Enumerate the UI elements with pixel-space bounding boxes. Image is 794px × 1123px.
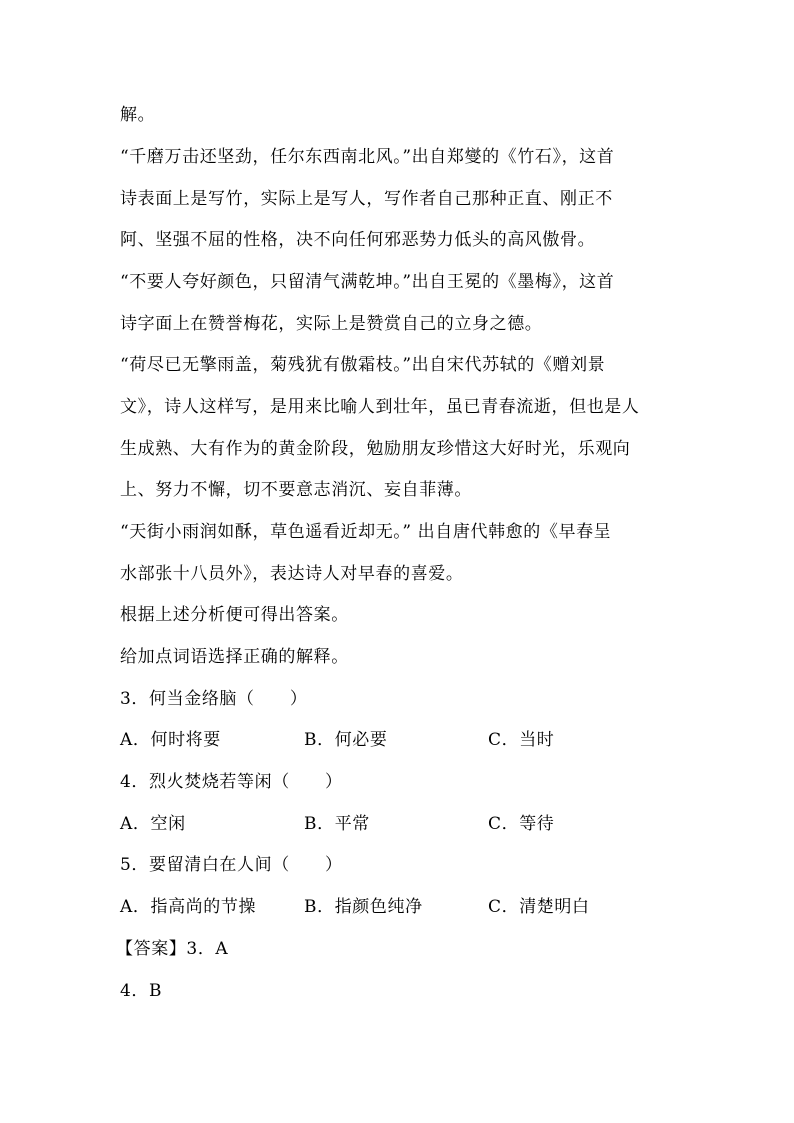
analysis-line: 文》，诗人这样写，是用来比喻人到壮年，虽已青春流逝，但也是人 <box>120 397 640 417</box>
option-a: A．空闲 <box>120 814 186 834</box>
answer-line: 4．B <box>120 981 163 1001</box>
analysis-line: 阿、坚强不屈的性格，决不向任何邪恶势力低头的高风傲骨。 <box>120 230 596 250</box>
question-stem: 5．要留清白在人间（ ） <box>120 855 343 875</box>
analysis-line: 诗字面上在赞誉梅花，实际上是赞赏自己的立身之德。 <box>120 314 543 334</box>
analysis-line: 上、努力不懈，切不要意志消沉、妄自菲薄。 <box>120 480 472 500</box>
analysis-line: 水部张十八员外》，表达诗人对早春的喜爱。 <box>120 564 464 584</box>
analysis-line: 解。 <box>120 105 156 125</box>
analysis-line: 生成熟、大有作为的黄金阶段，勉励朋友珍惜这大好时光，乐观向 <box>120 439 631 459</box>
answer-label: 【答案】3．A <box>116 939 229 959</box>
question-stem: 4．烈火焚烧若等闲（ ） <box>120 772 343 792</box>
analysis-line: “不要人夸好颜色，只留清气满乾坤。”出自王冕的《墨梅》，这首 <box>120 272 615 292</box>
analysis-line: 根据上述分析便可得出答案。 <box>120 605 349 625</box>
option-c: C．清楚明白 <box>488 897 590 917</box>
analysis-line: “天街小雨润如酥，草色遥看近却无。” 出自唐代韩愈的《早春呈 <box>120 522 612 542</box>
option-b: B．指颜色纯净 <box>304 897 423 917</box>
analysis-line: “荷尽已无擎雨盖，菊残犹有傲霜枝。”出自宋代苏轼的《赠刘景 <box>120 355 606 375</box>
option-c: C．等待 <box>488 814 555 834</box>
section-instruction: 给加点词语选择正确的解释。 <box>120 647 349 667</box>
option-b: B．平常 <box>304 814 370 834</box>
option-c: C．当时 <box>488 730 555 750</box>
question-stem: 3．何当金络脑（ ） <box>120 689 308 709</box>
option-a: A．何时将要 <box>120 730 221 750</box>
analysis-line: “千磨万击还坚劲，任尔东西南北风。”出自郑燮的《竹石》，这首 <box>120 147 615 167</box>
option-b: B．何必要 <box>304 730 388 750</box>
analysis-line: 诗表面上是写竹，实际上是写人，写作者自己那种正直、刚正不 <box>120 189 613 209</box>
option-a: A．指高尚的节操 <box>120 897 257 917</box>
